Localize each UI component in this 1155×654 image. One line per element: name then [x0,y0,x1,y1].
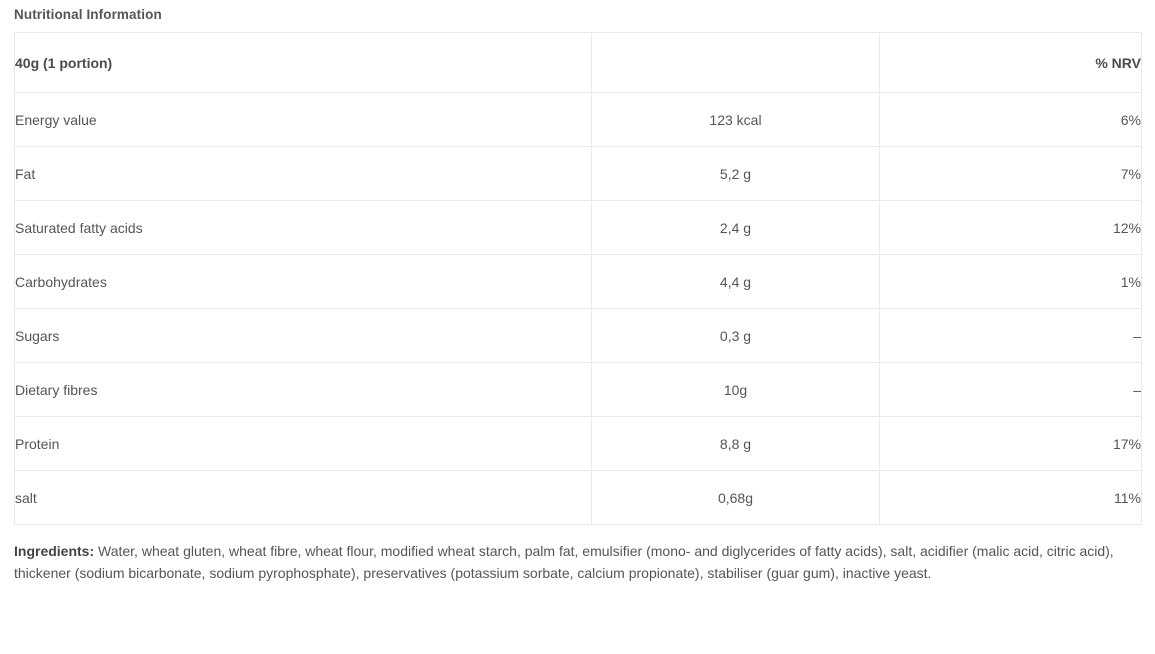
nutrient-nrv: 7% [880,147,1142,201]
page-title: Nutritional Information [14,7,162,22]
nutrient-nrv: 17% [880,417,1142,471]
nutrition-table [14,32,1142,525]
nutrient-name: Saturated fatty acids [15,201,592,255]
nutrient-nrv: 6% [880,93,1142,147]
nutrient-name: salt [15,471,592,525]
ingredients-label: Ingredients: [14,543,95,559]
nutrient-amount: 0,68g [592,471,880,525]
table-row [15,363,1142,417]
column-header-amount [592,33,880,93]
nutrient-name: Energy value [15,93,592,147]
nutrient-name: Fat [15,147,592,201]
table-row [15,255,1142,309]
nutrient-amount: 123 kcal [592,93,880,147]
nutrient-nrv: – [880,363,1142,417]
table-header [15,33,1142,93]
column-header-portion: 40g (1 portion) [15,33,592,93]
nutrient-amount: 5,2 g [592,147,880,201]
nutrient-name: Dietary fibres [15,363,592,417]
nutrient-nrv: 1% [880,255,1142,309]
table-row [15,309,1142,363]
table-row [15,147,1142,201]
nutrient-amount: 4,4 g [592,255,880,309]
nutrient-amount: 10g [592,363,880,417]
nutrient-name: Protein [15,417,592,471]
table-row [15,93,1142,147]
nutrient-name: Sugars [15,309,592,363]
nutrient-amount: 8,8 g [592,417,880,471]
nutrient-nrv: 11% [880,471,1142,525]
table-header-row [15,33,1142,93]
nutrient-name: Carbohydrates [15,255,592,309]
ingredients-text: Water, wheat gluten, wheat fibre, wheat flour, modified wheat starch, palm fat, emulsifier (mono- and diglycerides of fatty acids), salt, acidifier (malic acid, citric acid), thickener (sodium bicarbonate, sodium pyrophosphate), preservatives (potassium sorbate, calcium propionate), stabiliser (guar gum), inactive yeast. [14,543,1114,581]
nutrient-nrv: 12% [880,201,1142,255]
nutrient-amount: 2,4 g [592,201,880,255]
nutrient-nrv: – [880,309,1142,363]
column-header-nrv: % NRV [880,33,1142,93]
nutrient-amount: 0,3 g [592,309,880,363]
table-row [15,471,1142,525]
table-row [15,417,1142,471]
ingredients-paragraph [14,541,1139,584]
table-row [15,201,1142,255]
table-body [15,93,1142,525]
